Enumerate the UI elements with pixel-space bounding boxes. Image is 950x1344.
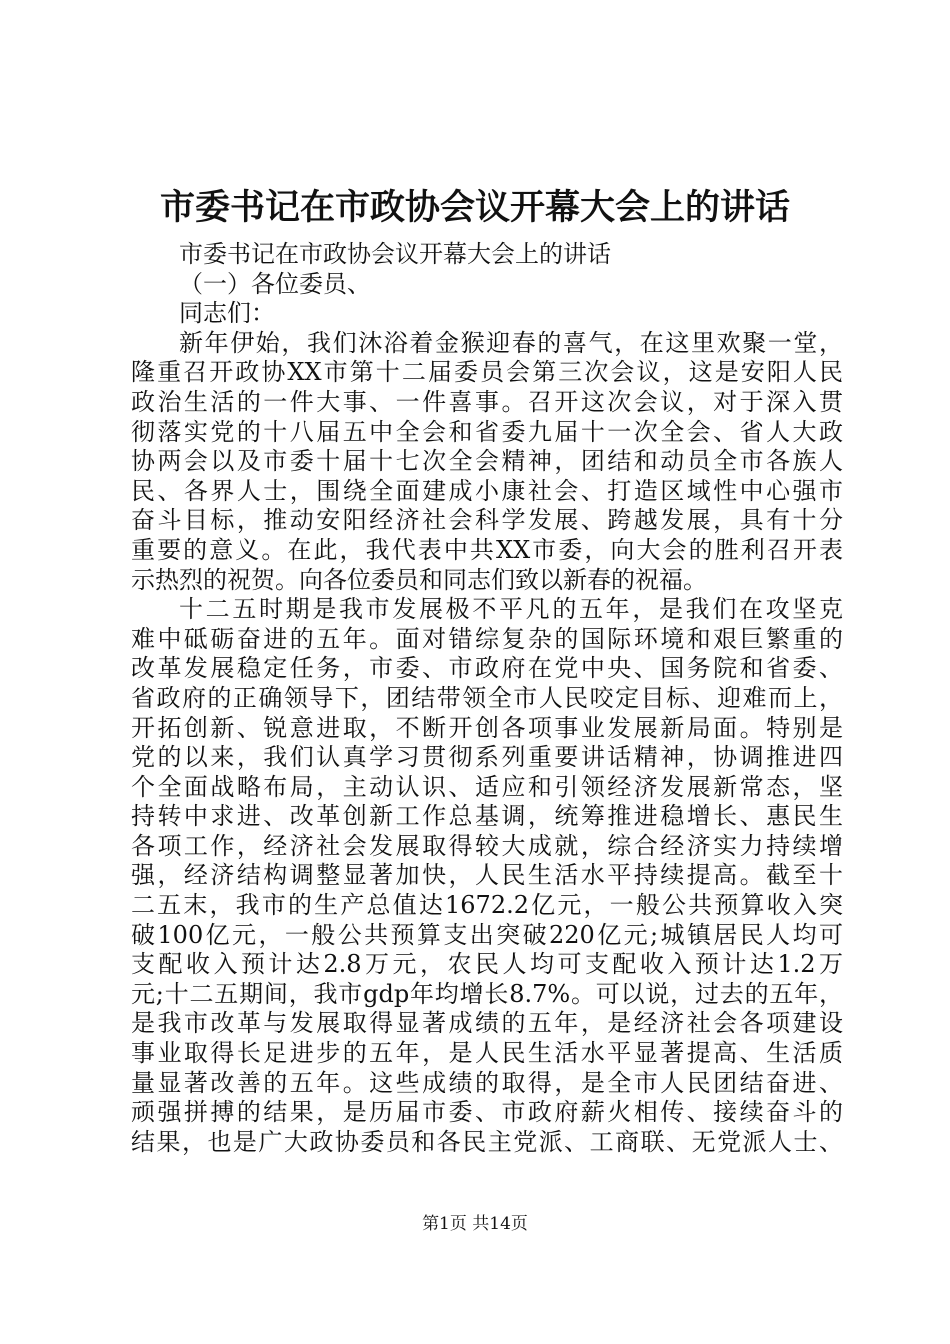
paragraph-line: 顽强拼搏的结果，是历届市委、市政府薪火相传、接续奋斗的 xyxy=(131,1098,843,1127)
paragraph-line: 二五末，我市的生产总值达1672.2亿元，一般公共预算收入突 xyxy=(131,891,843,920)
paragraph-line: 各项工作，经济社会发展取得较大成就，综合经济实力持续增 xyxy=(131,831,843,860)
paragraph-line: 元;十二五期间，我市gdp年均增长8.7%。可以说，过去的五年， xyxy=(131,979,843,1008)
paragraph-line: 是我市改革与发展取得显著成绩的五年，是经济社会各项建设 xyxy=(131,1009,843,1038)
paragraph-line: 民、各界人士，围绕全面建成小康社会、打造区域性中心强市 xyxy=(131,476,843,505)
document-title: 市委书记在市政协会议开幕大会上的讲话 xyxy=(159,187,790,228)
salutation-line: 同志们： xyxy=(179,299,275,328)
paragraph-line: 隆重召开政协XX市第十二届委员会第三次会议，这是安阳人民 xyxy=(131,358,843,387)
paragraph-line: 个全面战略布局，主动认识、适应和引领经济发展新常态，坚 xyxy=(131,772,843,801)
paragraph-line: 协两会以及市委十届十七次全会精神，团结和动员全市各族人 xyxy=(131,447,843,476)
paragraph-line: 支配收入预计达2.8万元，农民人均可支配收入预计达1.2万 xyxy=(131,950,843,979)
paragraph-line: 开拓创新、锐意进取，不断开创各项事业发展新局面。特别是 xyxy=(131,713,843,742)
paragraph-line: 持转中求进、改革创新工作总基调，统筹推进稳增长、惠民生 xyxy=(131,802,843,831)
subtitle-line: 市委书记在市政协会议开幕大会上的讲话 xyxy=(179,240,611,268)
page-footer: 第1页 共14页 xyxy=(422,1214,528,1234)
paragraph-line: 十二五时期是我市发展极不平凡的五年，是我们在攻坚克 xyxy=(179,595,843,624)
paragraph-line: 示热烈的祝贺。向各位委员和同志们致以新春的祝福。 xyxy=(131,565,707,594)
paragraph-line: 强，经济结构调整显著加快，人民生活水平持续提高。截至十 xyxy=(131,861,843,890)
paragraph-line: 改革发展稳定任务，市委、市政府在党中央、国务院和省委、 xyxy=(131,654,843,683)
paragraph-line: 难中砥砺奋进的五年。面对错综复杂的国际环境和艰巨繁重的 xyxy=(131,624,843,653)
paragraph-line: 新年伊始，我们沐浴着金猴迎春的喜气，在这里欢聚一堂， xyxy=(179,328,843,357)
paragraph-line: 事业取得长足进步的五年，是人民生活水平显著提高、生活质 xyxy=(131,1039,843,1068)
salutation-line: （一）各位委员、 xyxy=(179,269,371,298)
paragraph-line: 结果，也是广大政协委员和各民主党派、工商联、无党派人士、 xyxy=(131,1127,843,1156)
paragraph-line: 党的以来，我们认真学习贯彻系列重要讲话精神，协调推进四 xyxy=(131,743,843,772)
paragraph-line: 量显著改善的五年。这些成绩的取得，是全市人民团结奋进、 xyxy=(131,1068,843,1097)
paragraph-line: 奋斗目标，推动安阳经济社会科学发展、跨越发展，具有十分 xyxy=(131,506,843,535)
paragraph-line: 政治生活的一件大事、一件喜事。召开这次会议，对于深入贯 xyxy=(131,387,843,416)
paragraph-line: 省政府的正确领导下，团结带领全市人民咬定目标、迎难而上， xyxy=(131,683,843,712)
paragraph-line: 彻落实党的十八届五中全会和省委九届十一次全会、省人大政 xyxy=(131,417,843,446)
paragraph-line: 破100亿元，一般公共预算支出突破220亿元;城镇居民人均可 xyxy=(131,920,843,949)
document-body xyxy=(131,240,843,1157)
paragraph-line: 重要的意义。在此，我代表中共XX市委，向大会的胜利召开表 xyxy=(131,535,843,564)
